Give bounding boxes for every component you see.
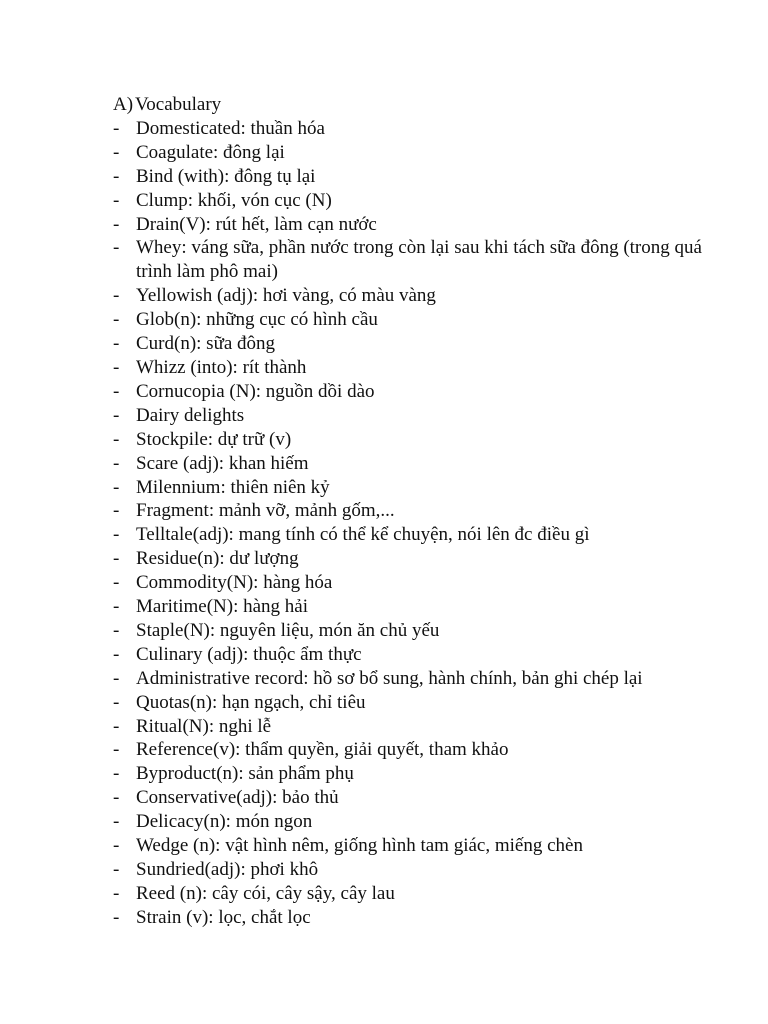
section-heading bbox=[113, 93, 713, 117]
list-item bbox=[113, 691, 713, 715]
vocabulary-entry: Byproduct(n): sản phẩm phụ bbox=[136, 763, 354, 785]
bullet-dash: - bbox=[113, 452, 120, 474]
vocabulary-entry: Dairy delights bbox=[136, 404, 245, 426]
list-item bbox=[113, 882, 713, 906]
list-item bbox=[113, 404, 713, 428]
bullet-dash: - bbox=[113, 548, 120, 570]
vocabulary-entry: Scare (adj): khan hiếm bbox=[136, 452, 309, 474]
vocabulary-entry: Bind (with): đông tụ lại bbox=[136, 165, 316, 187]
list-item bbox=[113, 786, 713, 810]
list-item bbox=[113, 906, 713, 930]
list-item bbox=[113, 762, 713, 786]
list-item bbox=[113, 643, 713, 667]
list-item bbox=[113, 499, 713, 523]
bullet-dash: - bbox=[113, 739, 120, 761]
list-item bbox=[113, 308, 713, 332]
list-item bbox=[113, 236, 713, 284]
list-item bbox=[113, 476, 713, 500]
list-item bbox=[113, 858, 713, 882]
bullet-dash: - bbox=[113, 811, 120, 833]
bullet-dash: - bbox=[113, 882, 120, 904]
list-item bbox=[113, 117, 713, 141]
vocabulary-entry: Domesticated: thuần hóa bbox=[136, 117, 325, 139]
list-item bbox=[113, 213, 713, 237]
bullet-dash: - bbox=[113, 596, 120, 618]
list-item bbox=[113, 452, 713, 476]
vocabulary-entry: Quotas(n): hạn ngạch, chỉ tiêu bbox=[136, 691, 366, 713]
list-item bbox=[113, 523, 713, 547]
list-item bbox=[113, 715, 713, 739]
list-item bbox=[113, 619, 713, 643]
vocabulary-entry: Administrative record: hồ sơ bổ sung, hành chính, bản ghi chép lại bbox=[136, 667, 643, 689]
bullet-dash: - bbox=[113, 476, 120, 498]
bullet-dash: - bbox=[113, 859, 120, 880]
list-item bbox=[113, 332, 713, 356]
vocabulary-entry: Residue(n): dư lượng bbox=[136, 548, 299, 570]
vocabulary-entry: Ritual(N): nghi lễ bbox=[136, 715, 272, 737]
vocabulary-entry: Conservative(adj): bảo thủ bbox=[136, 787, 339, 809]
bullet-dash: - bbox=[113, 213, 120, 235]
bullet-dash: - bbox=[113, 428, 120, 450]
list-item bbox=[113, 428, 713, 452]
bullet-dash: - bbox=[113, 763, 120, 785]
vocabulary-entry: Milennium: thiên niên kỷ bbox=[136, 476, 330, 498]
vocabulary-entry: Culinary (adj): thuộc ẩm thực bbox=[136, 643, 362, 665]
list-item bbox=[113, 810, 713, 834]
vocabulary-entry: Cornucopia (N): nguồn dồi dào bbox=[136, 380, 375, 402]
vocabulary-list bbox=[113, 117, 713, 930]
vocabulary-entry: Reed (n): cây cói, cây sậy, cây lau bbox=[136, 882, 395, 904]
bullet-dash: - bbox=[113, 285, 120, 307]
list-item bbox=[113, 547, 713, 571]
list-item bbox=[113, 667, 713, 691]
bullet-dash: - bbox=[113, 667, 120, 689]
vocabulary-entry: Telltale(adj): mang tính có thể kể chuyện, nói lên đc điều gì bbox=[136, 524, 590, 546]
vocabulary-entry: Whey: váng sữa, phần nước trong còn lại sau khi tách sữa đông (trong quá trình làm phô mai) bbox=[136, 237, 702, 283]
bullet-dash: - bbox=[113, 141, 120, 163]
list-item bbox=[113, 189, 713, 213]
bullet-dash: - bbox=[113, 500, 120, 522]
bullet-dash: - bbox=[113, 309, 120, 331]
bullet-dash: - bbox=[113, 619, 120, 641]
vocabulary-entry: Whizz (into): rít thành bbox=[136, 356, 307, 378]
list-item bbox=[113, 571, 713, 595]
bullet-dash: - bbox=[113, 356, 120, 378]
section-title: Vocabulary bbox=[135, 94, 222, 115]
vocabulary-entry: Fragment: mảnh vỡ, mảnh gốm,... bbox=[136, 500, 395, 522]
vocabulary-entry: Strain (v): lọc, chắt lọc bbox=[136, 906, 311, 928]
section-marker: A) bbox=[113, 94, 134, 115]
bullet-dash: - bbox=[113, 117, 120, 139]
vocabulary-entry: Curd(n): sữa đông bbox=[136, 333, 276, 355]
vocabulary-section bbox=[113, 93, 713, 930]
vocabulary-entry: Stockpile: dự trữ (v) bbox=[136, 428, 292, 450]
bullet-dash: - bbox=[113, 906, 120, 928]
bullet-dash: - bbox=[113, 380, 120, 402]
bullet-dash: - bbox=[113, 835, 120, 857]
vocabulary-entry: Yellowish (adj): hơi vàng, có màu vàng bbox=[136, 285, 436, 307]
vocabulary-entry: Maritime(N): hàng hải bbox=[136, 596, 309, 618]
vocabulary-entry: Coagulate: đông lại bbox=[136, 141, 285, 163]
bullet-dash: - bbox=[113, 524, 120, 546]
list-item bbox=[113, 284, 713, 308]
bullet-dash: - bbox=[113, 165, 120, 187]
vocabulary-entry: Drain(V): rút hết, làm cạn nước bbox=[136, 213, 377, 235]
list-item bbox=[113, 356, 713, 380]
list-item bbox=[113, 595, 713, 619]
list-item bbox=[113, 738, 713, 762]
bullet-dash: - bbox=[113, 404, 120, 426]
vocabulary-entry: Reference(v): thẩm quyền, giải quyết, tham khảo bbox=[136, 739, 509, 761]
bullet-dash: - bbox=[113, 643, 120, 665]
list-item bbox=[113, 165, 713, 189]
bullet-dash: - bbox=[113, 189, 120, 211]
bullet-dash: - bbox=[113, 572, 120, 594]
vocabulary-entry: Delicacy(n): món ngon bbox=[136, 811, 313, 833]
vocabulary-entry: Clump: khối, vón cục (N) bbox=[136, 189, 332, 211]
bullet-dash: - bbox=[113, 715, 120, 737]
vocabulary-entry: Staple(N): nguyên liệu, món ăn chủ yếu bbox=[136, 619, 440, 641]
vocabulary-entry: Glob(n): những cục có hình cầu bbox=[136, 309, 378, 331]
list-item bbox=[113, 141, 713, 165]
bullet-dash: - bbox=[113, 333, 120, 355]
vocabulary-entry: Sundried(adj): phơi khô bbox=[136, 859, 319, 880]
vocabulary-entry: Wedge (n): vật hình nêm, giống hình tam giác, miếng chèn bbox=[136, 835, 583, 857]
bullet-dash: - bbox=[113, 787, 120, 809]
list-item bbox=[113, 834, 713, 858]
vocabulary-entry: Commodity(N): hàng hóa bbox=[136, 572, 333, 594]
bullet-dash: - bbox=[113, 691, 120, 713]
list-item bbox=[113, 380, 713, 404]
bullet-dash: - bbox=[113, 237, 120, 259]
